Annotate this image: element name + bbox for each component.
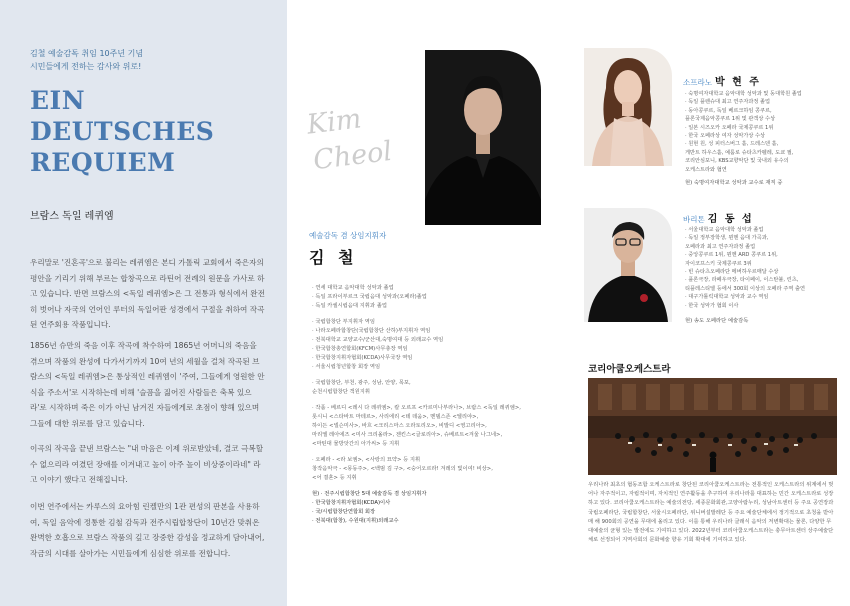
baritone-career-item: · 플론극장, 라페우극장, 타이페이, 이스탄불, 린츠, <box>685 277 799 284</box>
soprano-career-item: · 일본 시즈오카 오페라 국제콩쿠르 1위 <box>685 124 774 131</box>
career-item: · 연세 대학교 음악대학 성악과 졸업 <box>312 285 394 291</box>
soprano-current: 현) 숙명여자대학교 성악과 교수로 재직 중 <box>685 180 783 186</box>
orchestra-description: 우리나라 최초의 협동조합 오케스트라로 창단된 코리아쿱오케스트라는 전통적인 오케스트라의 위계에서 벗어나 자주적이고, 자립적이며, 자치적인 연주활동을 추구하여 우리나라를 대표하는 민간 오케스트라로 성장하고 있다. 코리아쿱오케스트라는 예술의전당, 세종문화회관,고양아람누리, 성남아트센터 등 주요 공연장과 국립오페라단, 국립합창단, 서울시오페라단, 위니버설발레단 등 주요 예술단체에서 정기적으로 초청을 받아 매 해 900회의 공연을 무대에 올리고 있다. 이를 통해 우리나라 클래식 음악의 저변확대는 물론, 다양한 무대예술의 균형 있는 발전에도 기여하고 있다. 2022년부터 코리아쿱오케스트라는 충무아트센터 상주예술단체로 선정되어 지역사회의 문화예술 향유 기회 확대에 기여하고 있다. <box>588 482 834 544</box>
soprano-career-item: · 원현 원, 성 피터스버그 홀, 드레스덴 홀, <box>685 141 779 148</box>
baritone-career-list <box>685 226 843 310</box>
career-item: 창작음악극 - <몽동주>, <백범 김 구>, <숭어오르라! 겨레의 빛이여! 비상>, <box>312 466 493 472</box>
career-item: 하이든 <넬슨미사>, 바흐 <크리스마스 오라토리오>, 비발디 <영고리아>, <box>312 423 487 429</box>
soprano-role: 소프라노 <box>683 78 712 87</box>
career-current-item: · 한국합창지휘자협회(KCDA)이사 <box>312 500 391 506</box>
career-item: · 국립합창단 부지휘자 역임 <box>312 319 376 325</box>
left-panel <box>0 0 287 606</box>
main-title-line-2: DEUTSCHES <box>30 117 215 146</box>
soprano-career-list <box>685 90 843 174</box>
career-gap <box>312 311 577 318</box>
career-item: · 나라오페라합창단(국립합창단 산하)부지휘자 역임 <box>312 328 431 334</box>
baritone-career-item: 자이코프스키 국제콩쿠르 3위 <box>685 260 752 267</box>
career-gap <box>312 483 577 490</box>
conductor-career-list <box>312 284 577 526</box>
soprano-career-item: 게반트 하우스홀, 예룸로 슈타츠카펠레, 도쿄 필, <box>685 149 794 156</box>
baritone-photo <box>584 208 672 322</box>
orchestra-stage-icon <box>588 378 837 475</box>
conductor-figure-icon <box>425 50 541 225</box>
conductor-role: 예술감독 겸 상임지휘자 <box>309 231 387 240</box>
soprano-career-item: · 독일 플렌슈대 최고 연주자과정 졸업 <box>685 99 771 106</box>
main-title <box>30 85 214 178</box>
baritone-name: 김 동 섭 <box>707 214 754 225</box>
career-item: · 한국합창지휘자협회(KCDA)사무국장 역임 <box>312 355 413 361</box>
script-name-line-2: Cheol <box>311 135 394 177</box>
career-item: <어 결혼> 등 지휘 <box>312 475 357 481</box>
baritone-career-item: · 서울대학교 음악대학 성악과 졸업 <box>685 227 764 233</box>
conductor-name: 김 철 <box>309 248 358 267</box>
baritone-figure-icon <box>584 208 672 322</box>
soprano-photo <box>584 48 672 166</box>
kicker <box>30 47 143 73</box>
soprano-career-item: · 숙명여자대학교 음악대학 성악과 및 동대학원 졸업 <box>685 91 802 97</box>
career-item: · 국립합창단, 부천, 광주, 성남, 안양, 목포, <box>312 380 411 386</box>
career-item: 롯시니 <스타바트 마테르>, 사리에리 <테 데움>, 멘델스존 <엘리야>, <box>312 414 479 420</box>
kicker-line-1: 김철 예술감독 취임 10주년 기념 <box>30 49 144 58</box>
baritone-heading <box>683 210 754 225</box>
script-name <box>305 98 394 179</box>
orchestra-title: 코리아쿱오케스트라 <box>588 364 671 375</box>
baritone-career-item: · 빈 슈타츠오페라단 메버하우르매달 수상 <box>685 269 779 276</box>
career-gap <box>312 372 577 379</box>
career-current-item: 현) · 전주시립합창단 5대 예술감독 겸 상임지휘자 <box>312 491 427 497</box>
career-item: 마리엘 레아에즈 <미사 크리올라>, 젠킨스<글로리아>, 슈베르트<겨울 나그네>, <box>312 432 503 438</box>
career-current-item: · 전북대(합창), 수원대(지휘)외래교수 <box>312 518 399 524</box>
orchestra-photo <box>588 378 837 475</box>
soprano-career-item: 오케스트라와 협연 <box>685 166 727 173</box>
baritone-career-item: 티플레스티엘 등에서 300회 이상의 오페라 주역 출연 <box>685 285 806 292</box>
career-gap <box>312 397 577 404</box>
baritone-career-item: · 대구가톨릭대학교 성악과 교수 역임 <box>685 294 769 301</box>
career-item: 순천시립합창단 객원지휘 <box>312 389 370 395</box>
baritone-career-item: · 독일 정부장학생, 뮌헨 음대 가곡과, <box>685 235 769 242</box>
main-title-line-3: REQUIEM <box>30 148 176 177</box>
soprano-career-item: · 한국 오페라상 여자 성악가상 수상 <box>685 133 766 140</box>
career-item: · 서울시립청년합창 회장 역임 <box>312 364 381 370</box>
paragraph-1: 우리말로 '진혼곡'으로 불리는 레퀴엠은 본디 가톨릭 교회에서 죽은자의 평안을 기리기 위해 부르는 합창곡으로 라틴어 전례의 원문을 가사로 하고 있습니다. 반면 브람스의 <독일 레퀴엠>은 그 전통과 형식에서 완전히 벗어나 자국의 언어인 루터의 독일어판 성경에서 구절을 취하여 작곡된 연주회용 작품입니다. <box>30 258 265 329</box>
script-name-line-1: Kim <box>305 103 364 141</box>
career-current-item: · 국/시립합창단연합회 회장 <box>312 509 376 515</box>
subtitle: 브람스 독일 레퀴엠 <box>30 211 114 222</box>
career-gap <box>312 449 577 456</box>
career-item: · 오페라 - <라 보엠>, <사랑의 묘약> 등 지휘 <box>312 457 421 463</box>
conductor-photo <box>425 50 541 225</box>
career-item: · 독일 카셀시립음대 지휘과 졸업 <box>312 303 387 309</box>
paragraph-2: 1856년 슈만의 죽음 이후 작곡에 착수하여 1865년 어머니의 죽음을 겪으며 작품의 완성에 다가서기까지 10여 년의 세월을 걸쳐 작곡된 브람스의 <독일 레퀴엠>은 통상적인 레퀴엠이 '주여, 그들에게 영원한 안식을 주소서'로 시작하는데 비해 '슬픔을 짊어진 사람들은 축복 있으라'로 시작하며 죽은 이가 아닌 남겨진 자들에게로 초점이 향해 있으며 그들에 대한 위로를 담고 있습니다. <box>30 341 265 428</box>
paragraph-4: 이번 연주에서는 카루스의 요아힘 린켈만의 1관 편성의 판본을 사용하여, 독일 음악에 정통한 김철 감독과 전주시립합창단이 10년간 맞춰온 완벽한 호흡으로 브람스 작품의 깊고 장중한 감성을 정교하게 담아내어, 작금의 시대를 살아가는 시민들에게 심심한 위로를 전합니다. <box>30 502 265 558</box>
career-item: · 한국합창총연합회(KFCM)사무총장 역임 <box>312 346 408 352</box>
baritone-career-item: · 중앙콩쿠르 1위, 뮌헨 ARD 콩쿠르 1위, <box>685 252 778 259</box>
soprano-career-item: 코리안심포니, KBS교향악단 및 국내외 유수의 <box>685 158 789 165</box>
soprano-heading <box>683 73 761 88</box>
soprano-name: 박 현 주 <box>714 77 761 88</box>
baritone-career-item: · 한국 성악가 협회 이사 <box>685 302 739 309</box>
soprano-career-item: · 동아콩쿠르, 독일 베르크하임 콩쿠르, <box>685 107 772 114</box>
baritone-role: 바리톤 <box>683 215 705 224</box>
main-title-line-1: EIN <box>30 86 86 115</box>
paragraph-3: 이곡의 작곡을 끝낸 브람스는 "내 마음은 이제 위로받았네, 결코 극복할 수 없으리라 여겼던 장애를 이겨내고 높이 아주 높이 비상중이라네" 라고 이야기 했다고 전해집니다. <box>30 444 264 484</box>
soprano-career-item: 플론국제음악콩쿠르 1위 및 관객상 수상 <box>685 116 776 123</box>
career-item: · 작품 - 베르디 <레시 다 레퀴엠>, 칼 오르프 <카르미나부라나>, 브람스 <독일 레퀴엠>, <box>312 405 521 411</box>
baritone-career-item: 오페라과 최고 연주자과정 졸업 <box>685 243 756 250</box>
career-item: <마틴대 물방앗간의 아가씨> 등 지휘 <box>312 441 400 447</box>
career-item: · 독일 프라이부르크 국립음대 성악과(오페라)졸업 <box>312 294 427 300</box>
career-item: · 전북대학교 교양교수/군산대,숙명여대 등 외래교수 역임 <box>312 337 444 343</box>
soprano-figure-icon <box>584 48 672 166</box>
kicker-line-2: 시민들에게 전하는 감사와 위로! <box>30 62 142 71</box>
baritone-current: 현) 송도 오페라단 예술감독 <box>685 318 749 324</box>
